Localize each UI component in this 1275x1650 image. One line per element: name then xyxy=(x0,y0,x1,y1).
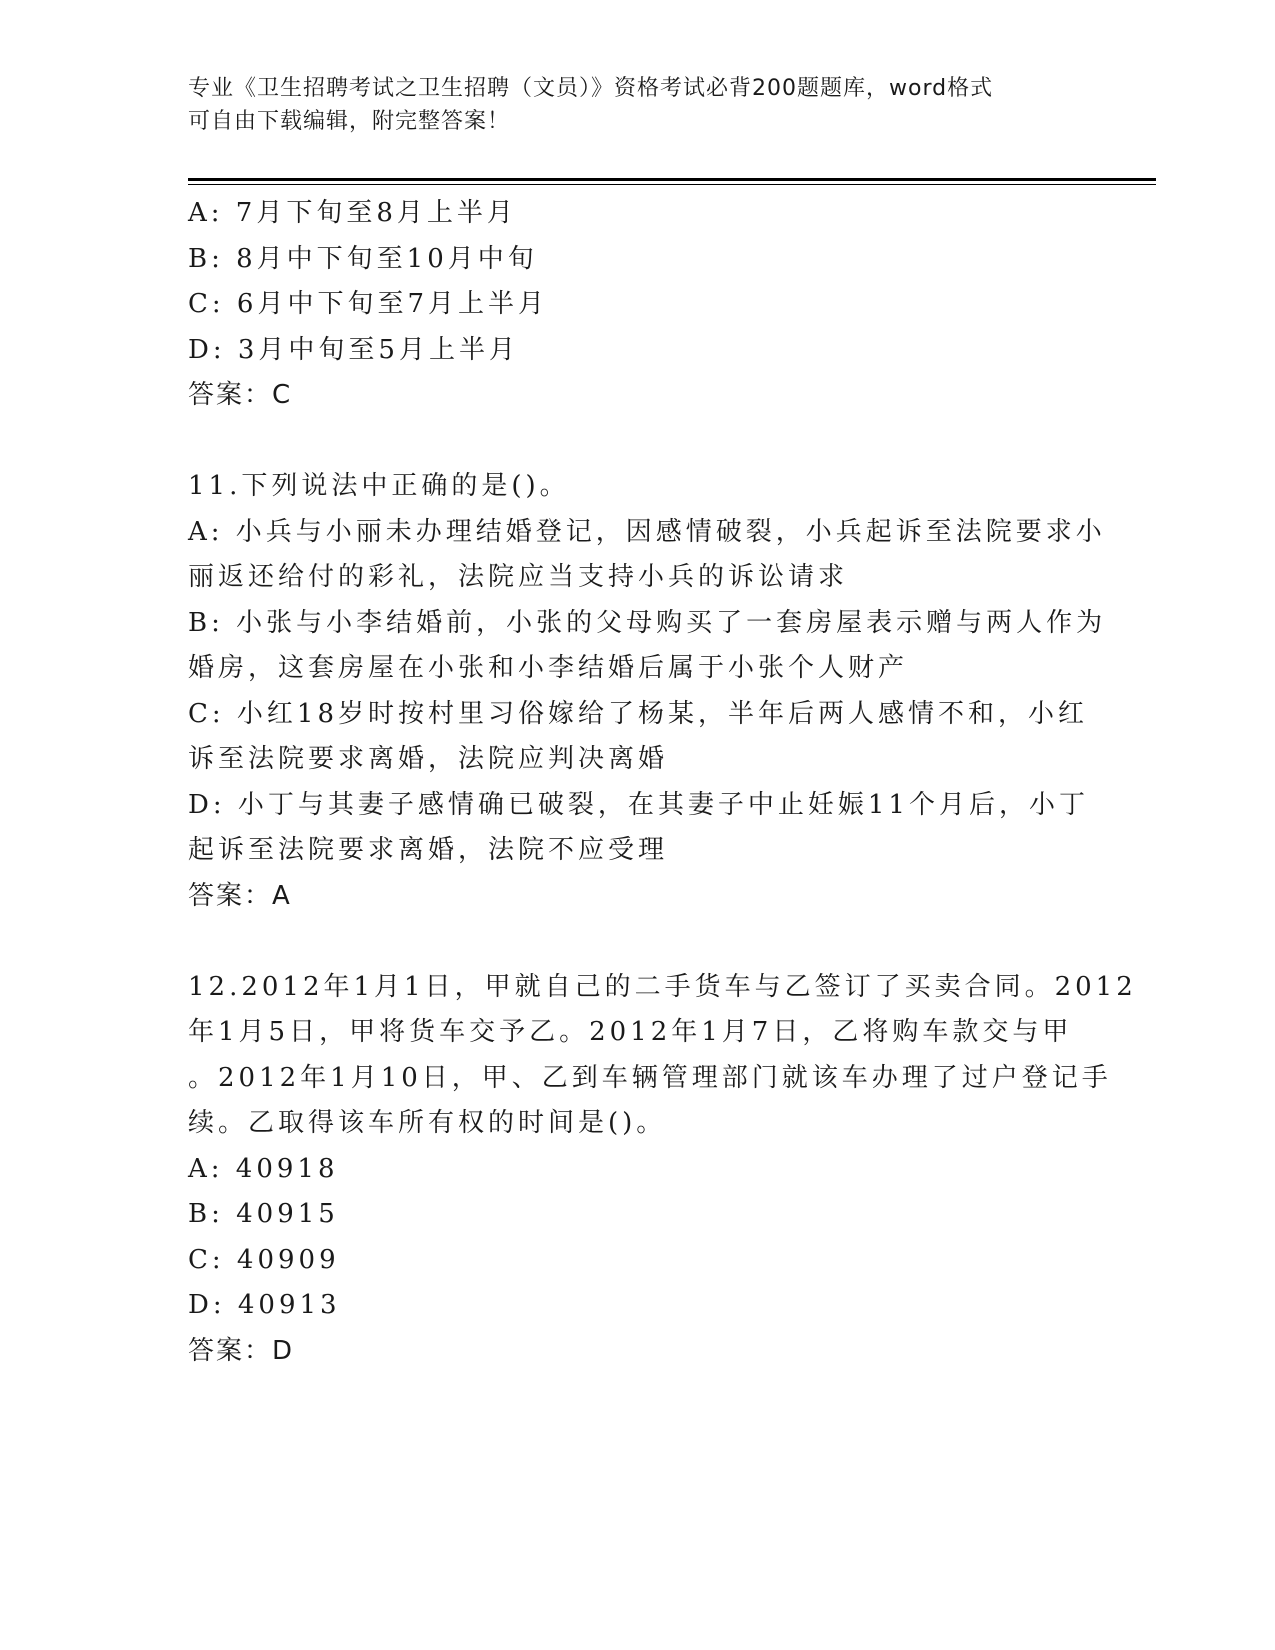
document-body xyxy=(188,191,1137,1374)
q12-option-d: D: 40913 xyxy=(188,1290,341,1320)
q10-option-a: A: 7月下旬至8月上半月 xyxy=(188,198,517,228)
header-line-1: 专业《卫生招聘考试之卫生招聘（文员）》资格考试必背200题题库，word格式 xyxy=(188,76,994,101)
q11-option-a-line-2: 丽返还给付的彩礼，法院应当支持小兵的诉讼请求 xyxy=(188,562,849,592)
q12-stem-line-2: 年1月5日，甲将货车交予乙。2012年1月7日，乙将购车款交与甲 xyxy=(188,1017,1073,1047)
document-header xyxy=(188,72,1068,138)
q12-option-c: C: 40909 xyxy=(188,1244,340,1275)
q11-option-a-line-1: A: 小兵与小丽未办理结婚登记，因感情破裂，小兵起诉至法院要求小 xyxy=(188,516,1106,547)
q12-option-a: A: 40918 xyxy=(188,1153,339,1184)
q11-option-b-line-2: 婚房，这套房屋在小张和小李结婚后属于小张个人财产 xyxy=(188,653,909,683)
question-10-block xyxy=(188,191,1088,419)
q11-option-c-line-2: 诉至法院要求离婚，法院应判决离婚 xyxy=(188,744,669,774)
q12-answer: 答案：D xyxy=(188,1335,295,1366)
q11-answer: 答案：A xyxy=(188,880,292,911)
q10-option-d: D: 3月中旬至5月上半月 xyxy=(188,334,519,365)
q11-option-d-line-2: 起诉至法院要求离婚，法院不应受理 xyxy=(188,835,669,865)
question-12-block xyxy=(188,965,1137,1375)
question-11-block xyxy=(188,464,1107,919)
q11-stem: 11.下列说法中正确的是()。 xyxy=(188,471,570,501)
q11-option-d-line-1: D: 小丁与其妻子感情确已破裂，在其妻子中止妊娠11个月后，小丁 xyxy=(188,789,1089,820)
header-rule-thick xyxy=(188,178,1156,181)
spacer xyxy=(188,919,1088,965)
q12-stem-line-3: 。2012年1月10日，甲、乙到车辆管理部门就该车办理了过户登记手 xyxy=(188,1062,1112,1093)
q11-option-b-line-1: B: 小张与小李结婚前，小张的父母购买了一套房屋表示赠与两人作为 xyxy=(188,607,1107,638)
spacer xyxy=(188,419,1088,465)
q12-stem-line-1: 12.2012年1月1日，甲就自己的二手货车与乙签订了买卖合同。2012 xyxy=(188,971,1137,1002)
q12-stem-line-4: 续。乙取得该车所有权的时间是()。 xyxy=(188,1108,667,1138)
q10-option-b: B: 8月中下旬至10月中旬 xyxy=(188,243,538,274)
header-rule-thin xyxy=(188,184,1156,185)
header-line-2: 可自由下载编辑，附完整答案！ xyxy=(188,109,511,134)
q11-option-c-line-1: C: 小红18岁时按村里习俗嫁给了杨某，半年后两人感情不和，小红 xyxy=(188,698,1089,729)
q12-option-b: B: 40915 xyxy=(188,1199,339,1229)
q10-option-c: C: 6月中下旬至7月上半月 xyxy=(188,289,549,319)
q10-answer: 答案：C xyxy=(188,380,293,410)
